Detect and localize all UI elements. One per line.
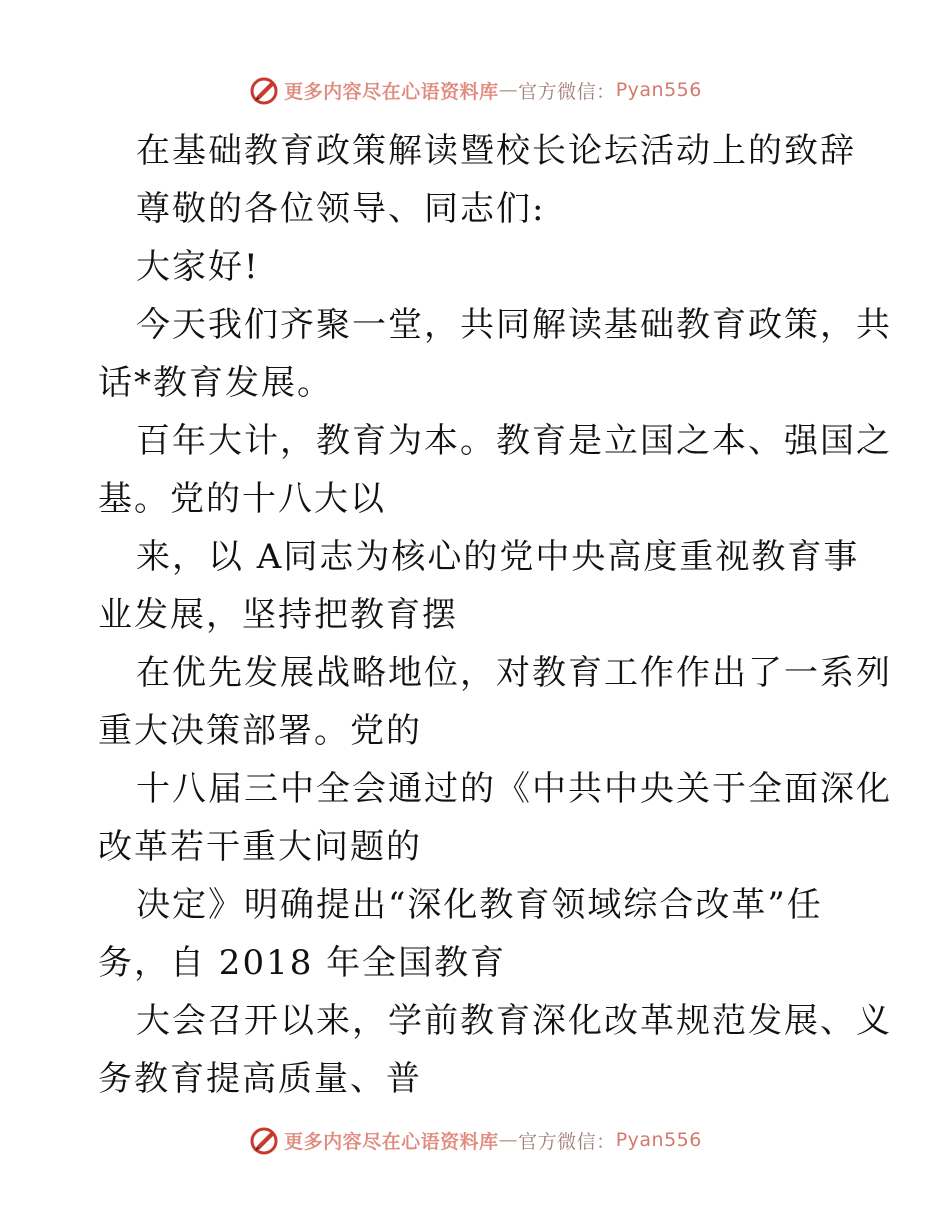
watermark-id: Pyan556 [615, 1129, 702, 1151]
watermark-label: 官方微信： [518, 1130, 616, 1153]
text-line: 话*教育发展。 [98, 363, 333, 403]
text-line: 来，以 A同志为核心的党中央高度重视教育事 [136, 537, 860, 577]
text-line: 十八届三中全会通过的《中共中央关于全面深化 [136, 769, 892, 809]
footer-watermark [0, 1122, 950, 1158]
pen-logo-icon [248, 74, 280, 106]
text-line: 基。党的十八大以 [98, 479, 386, 519]
watermark-id: Pyan556 [615, 79, 702, 101]
text-line: 务教育提高质量、普 [98, 1059, 422, 1099]
document-body [98, 122, 892, 1108]
pen-logo-icon [248, 1124, 280, 1156]
header-watermark [0, 72, 950, 108]
watermark-brand: 更多内容尽在心语资料库 [284, 80, 499, 103]
document-title: 在基础教育政策解读暨校长论坛活动上的致辞 [136, 131, 856, 171]
text-line: 百年大计，教育为本。教育是立国之本、强国之 [136, 421, 892, 461]
watermark-separator: — [498, 79, 519, 101]
text-line: 务，自 2018 年全国教育 [98, 943, 507, 983]
watermark-separator: — [498, 1129, 519, 1151]
text-line: 决定》明确提出“深化教育领域综合改革”任 [136, 885, 823, 925]
watermark-brand: 更多内容尽在心语资料库 [284, 1130, 499, 1153]
text-line: 今天我们齐聚一堂，共同解读基础教育政策，共 [136, 305, 892, 345]
text-line: 大会召开以来，学前教育深化改革规范发展、义 [136, 1001, 892, 1041]
text-line: 改革若干重大问题的 [98, 827, 422, 867]
text-line: 在优先发展战略地位，对教育工作作出了一系列 [136, 653, 892, 693]
salutation: 尊敬的各位领导、同志们: [136, 189, 546, 229]
watermark-label: 官方微信： [518, 80, 616, 103]
text-line: 重大决策部署。党的 [98, 711, 422, 751]
text-line: 业发展，坚持把教育摆 [98, 595, 458, 635]
greeting: 大家好! [136, 247, 260, 287]
